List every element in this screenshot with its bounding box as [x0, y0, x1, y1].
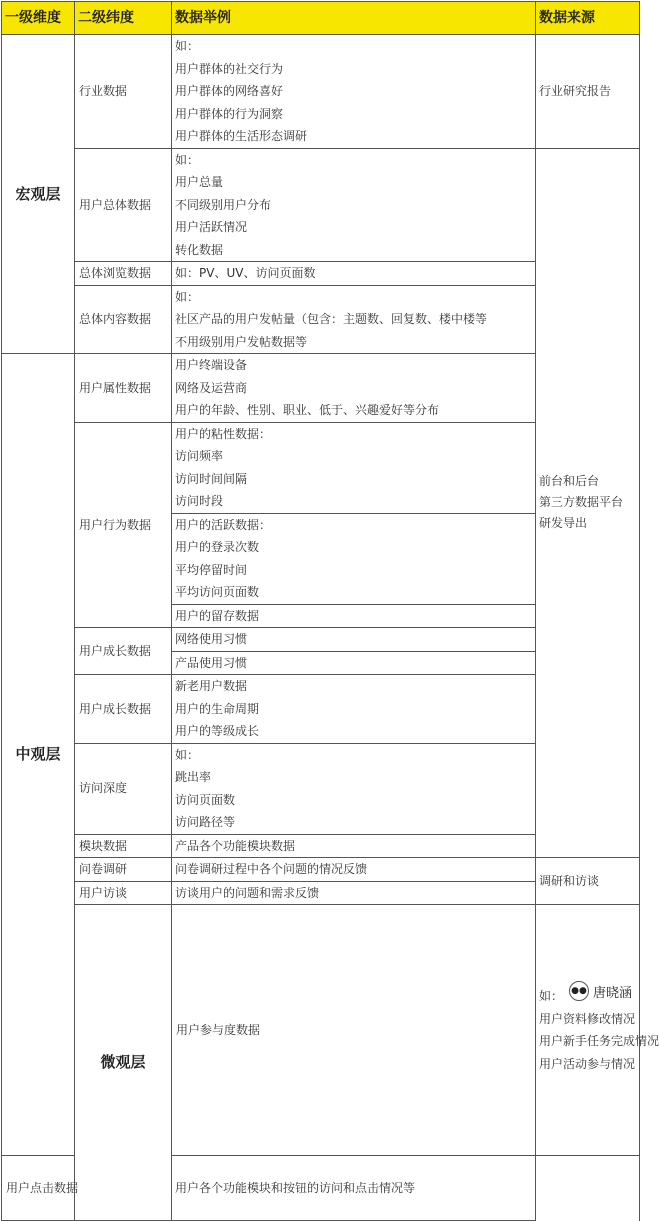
level2-click: 用户点击数据 [2, 1156, 75, 1221]
examples-interview: 访谈用户的问题和需求反馈 [172, 881, 536, 905]
source-industry: 行业研究报告 [536, 35, 640, 149]
examples-visit-depth: 如： 跳出率 访问页面数 访问路径等 [172, 743, 536, 834]
level2-content-total: 总体内容数据 [75, 285, 172, 354]
table-row [2, 35, 640, 149]
wechat-icon: ●● [569, 981, 589, 1001]
level1-macro: 宏观层 [2, 35, 75, 354]
examples-user-growth-1a: 网络使用习惯 [172, 628, 536, 652]
examples-module: 产品各个功能模块数据 [172, 834, 536, 858]
examples-participation: 如： 用户资料修改情况 用户新手任务完成情况 用户活动参与情况 [536, 905, 640, 1156]
table-row [2, 148, 640, 262]
level2-survey: 问卷调研 [75, 858, 172, 882]
examples-content-total: 如： 社区产品的用户发帖量（包含：主题数、回复数、楼中楼等 不用级别用户发帖数据等 [172, 285, 536, 354]
level2-participation: 用户参与度数据 [172, 905, 536, 1156]
examples-industry: 如： 用户群体的社交行为 用户群体的网络喜好 用户群体的行为洞察 用户群体的生活形态调研 [172, 35, 536, 149]
examples-user-attr: 用户终端设备 网络及运营商 用户的年龄、性别、职业、低于、兴趣爱好等分布 [172, 354, 536, 423]
level2-user-total: 用户总体数据 [75, 148, 172, 262]
watermark [567, 981, 634, 1001]
level2-user-growth-2: 用户成长数据 [75, 675, 172, 744]
source-backend: 前台和后台 第三方数据平台 研发导出 [536, 148, 640, 858]
examples-browse-total: 如：PV、UV、访问页面数 [172, 262, 536, 286]
header-source: 数据来源 [536, 2, 640, 35]
examples-user-total: 如： 用户总量 不同级别用户分布 用户活跃情况 转化数据 [172, 148, 536, 262]
source-research: 调研和访谈 [536, 858, 640, 905]
level2-module: 模块数据 [75, 834, 172, 858]
level2-browse-total: 总体浏览数据 [75, 262, 172, 286]
level1-micro: 微观层 [75, 905, 172, 1221]
header-level2: 二级纬度 [75, 2, 172, 35]
examples-retention: 用户的留存数据 [172, 604, 536, 628]
header-level1: 一级维度 [2, 2, 75, 35]
examples-user-growth-1b: 产品使用习惯 [172, 651, 536, 675]
header-examples: 数据举例 [172, 2, 536, 35]
data-dimension-table [1, 1, 659, 1221]
examples-stickiness: 用户的粘性数据： 访问频率 访问时间间隔 访问时段 [172, 422, 536, 513]
examples-activity: 用户的活跃数据： 用户的登录次数 平均停留时间 平均访问页面数 [172, 513, 536, 604]
level2-interview: 用户访谈 [75, 881, 172, 905]
level2-user-attr: 用户属性数据 [75, 354, 172, 423]
examples-user-growth-2: 新老用户数据 用户的生命周期 用户的等级成长 [172, 675, 536, 744]
level2-user-growth-1: 用户成长数据 [75, 628, 172, 675]
watermark-text: 唐晓涵 [592, 985, 632, 1001]
examples-click: 用户各个功能模块和按钮的访问和点击情况等 [172, 1156, 536, 1221]
table-row [2, 858, 640, 882]
level2-user-behavior: 用户行为数据 [75, 422, 172, 628]
examples-survey: 问卷调研过程中各个问题的情况反馈 [172, 858, 536, 882]
table-row [2, 905, 640, 1156]
header-row [2, 2, 640, 35]
level1-meso: 中观层 [2, 354, 75, 1156]
level2-industry: 行业数据 [75, 35, 172, 149]
level2-visit-depth: 访问深度 [75, 743, 172, 834]
